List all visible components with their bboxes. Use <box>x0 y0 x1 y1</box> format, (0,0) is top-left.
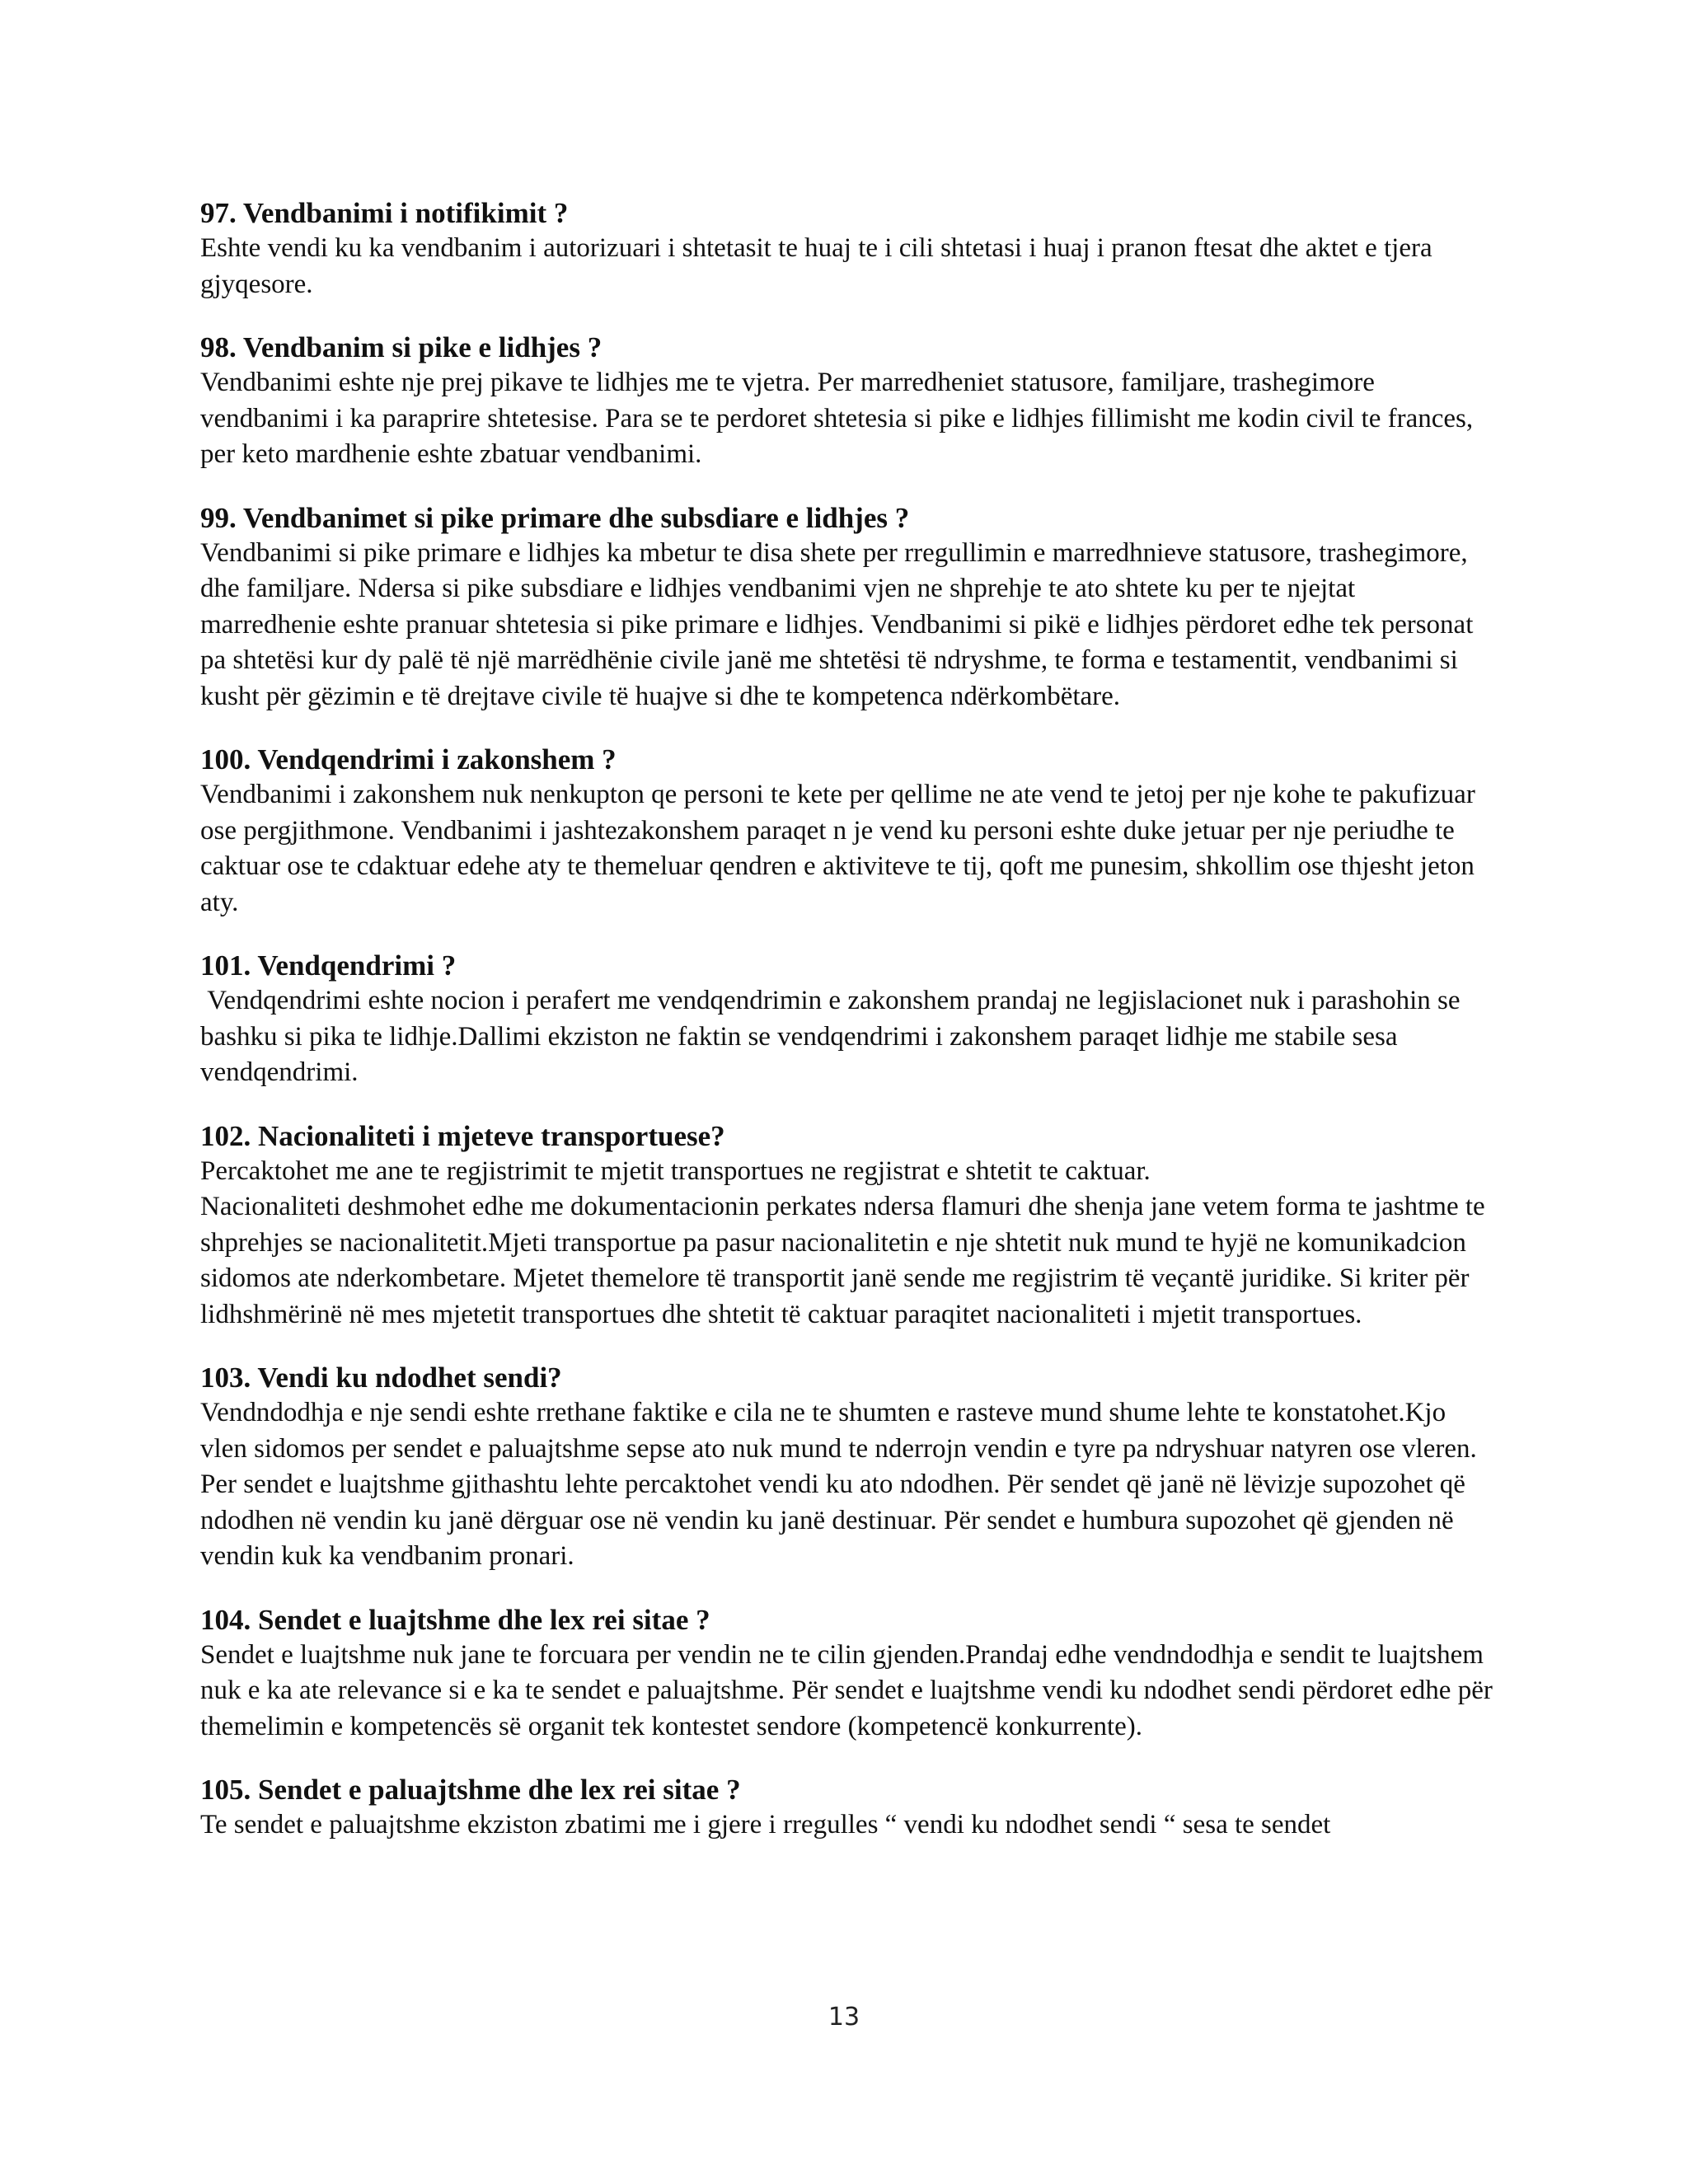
section-title: 101. Vendqendrimi ? <box>200 949 457 982</box>
paragraph: Vendbanimi si pike primare e lidhjes ka mbetur te disa shete per rregullimin e marredhnieve statusore, trashegimore, dhe familjare. Ndersa si pike subsdiare e lidhjes vendbanimi vjen ne shprehje te ato shtete ku per te njejtat marredhenie eshte pranuar shtetesia si pike primare e lidhjes. Vendbanimi si pikë e lidhjes përdoret edhe tek personat pa shtetësi kur dy palë të një marrëdhënie civile janë me shtetësi të ndryshme, te forma e testamentit, vendbanimi si kusht për gëzimin e të drejtave civile të huajve si dhe te kompetenca ndërkombëtare. <box>200 537 1474 711</box>
paragraph: Te sendet e paluajtshme ekziston zbatimi me i gjere i rregulles “ vendi ku ndodhet sendi “ sesa te sendet <box>200 1810 1331 1840</box>
paragraph: Sendet e luajtshme nuk jane te forcuara per vendin ne te cilin gjenden.Prandaj edhe vendndodhja e sendit te luajtshem nuk e ka ate relevance si e ka te sendet e paluajtshme. Për sendet e luajtshme vendi ku ndodhet sendi përdoret edhe për themelimin e kompetencës së organit tek kontestet sendore (kompetencë konkurrente). <box>200 1639 1493 1741</box>
section-title: 103. Vendi ku ndodhet sendi? <box>200 1361 562 1394</box>
section-body <box>200 1154 1496 1333</box>
paragraph: Nacionaliteti deshmohet edhe me dokumentacionin perkates ndersa flamuri dhe shenja jane vetem forma te jashtme te shprehjes se nacionalitetit.Mjeti transportue pa pasur nacionalitetin e nje shtetit nuk mund te hyjë ne komunikadcion sidomos ate nderkombetare. Mjetet themelore të transportit janë sende me regjistrim të veçantë juridike. Si kriter për lidhshmërinë në mes mjetetit transportues dhe shtetit të caktuar paraqitet nacionaliteti i mjetit transportues. <box>200 1192 1485 1329</box>
section-body <box>200 536 1496 715</box>
section-body <box>200 777 1496 921</box>
section-103 <box>200 1361 1496 1575</box>
section-98 <box>200 330 1496 473</box>
section-title: 104. Sendet e luajtshme dhe lex rei sitae ? <box>200 1603 710 1636</box>
paragraph: Percaktohet me ane te regjistrimit te mjetit transportues ne regjistrat e shtetit te caktuar. <box>200 1155 1151 1186</box>
section-body <box>200 1638 1496 1746</box>
section-104 <box>200 1603 1496 1746</box>
section-97 <box>200 196 1496 302</box>
section-title: 99. Vendbanimet si pike primare dhe subsdiare e lidhjes ? <box>200 501 910 534</box>
section-102 <box>200 1119 1496 1333</box>
section-body <box>200 1807 1496 1844</box>
page-number: 13 <box>828 2003 860 2032</box>
section-body <box>200 365 1496 473</box>
section-100 <box>200 743 1496 921</box>
section-title: 98. Vendbanim si pike e lidhjes ? <box>200 331 603 363</box>
section-title: 97. Vendbanimi i notifikimit ? <box>200 197 569 229</box>
paragraph: Eshte vendi ku ka vendbanim i autorizuari i shtetasit te huaj te i cili shtetasi i huaj i pranon ftesat dhe aktet e tjera gjyqesore. <box>200 233 1432 299</box>
section-title: 100. Vendqendrimi i zakonshem ? <box>200 743 617 776</box>
section-body <box>200 983 1496 1091</box>
section-105 <box>200 1773 1496 1844</box>
section-101 <box>200 949 1496 1091</box>
section-99 <box>200 501 1496 715</box>
section-body <box>200 1395 1496 1575</box>
document-page <box>200 196 1496 1872</box>
paragraph: Vendqendrimi eshte nocion i perafert me vendqendrimin e zakonshem prandaj ne legjislacionet nuk i parashohin se bashku si pika te lidhje.Dallimi ekziston ne faktin se vendqendrimi i zakonshem paraqet lidhje me stabile sesa vendqendrimi. <box>200 986 1467 1087</box>
section-body <box>200 231 1496 302</box>
paragraph: Vendndodhja e nje sendi eshte rrethane faktike e cila ne te shumten e rasteve mund shume lehte te konstatohet.Kjo vlen sidomos per sendet e paluajtshme sepse ato nuk mund te nderrojn vendin e tyre pa ndryshuar natyren ose vleren. Per sendet e luajtshme gjithashtu lehte percaktohet vendi ku ato ndodhen. Për sendet që janë në lëvizje supozohet që ndodhen në vendin ku janë dërguar ose në vendin ku janë destinuar. Për sendet e humbura supozohet që gjenden në vendin kuk ka vendbanim pronari. <box>200 1398 1477 1571</box>
section-title: 102. Nacionaliteti i mjeteve transportuese? <box>200 1119 725 1152</box>
paragraph: Vendbanimi i zakonshem nuk nenkupton qe personi te kete per qellime ne ate vend te jetoj per nje kohe te pakufizuar ose pergjithmone. Vendbanimi i jashtezakonshem paraqet n je vend ku personi eshte duke jetuar per nje periudhe te caktuar ose te cdaktuar edehe aty te themeluar qendren e aktiviteve te tij, qoft me punesim, shkollim ose thjesht jeton aty. <box>200 780 1475 917</box>
paragraph: Vendbanimi eshte nje prej pikave te lidhjes me te vjetra. Per marredheniet statusore, familjare, trashegimore vendbanimi i ka paraprire shtetesise. Para se te perdoret shtetesia si pike e lidhjes fillimisht me kodin civil te frances, per keto mardhenie eshte zbatuar vendbanimi. <box>200 368 1474 469</box>
section-title: 105. Sendet e paluajtshme dhe lex rei sitae ? <box>200 1774 741 1806</box>
